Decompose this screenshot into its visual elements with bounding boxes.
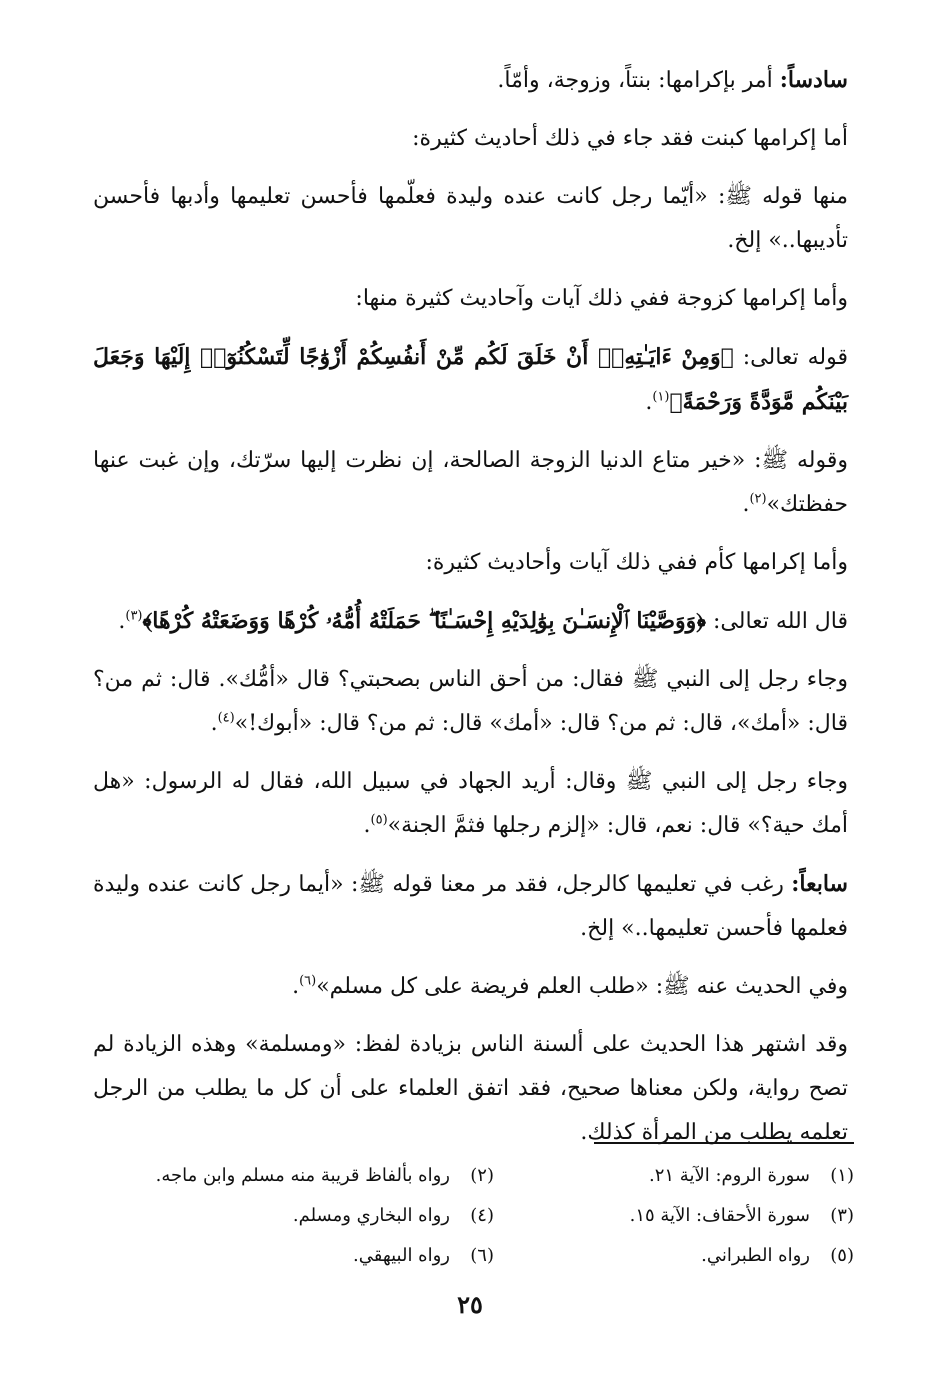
- footnote-number: (٤): [470, 1205, 494, 1226]
- quran-verse: ﴿وَوَصَّيْنَا ٱلْإِنسَـٰنَ بِوَٰلِدَيْهِ إِحْسَـٰنًا ۖ حَمَلَتْهُ أُمُّهُۥ كُرْهًا وَوَضَعَتْهُ كُرْهًا﴾: [142, 608, 707, 634]
- paragraph-tail: .: [645, 390, 653, 415]
- paragraph-hadith-mother: [93, 658, 848, 746]
- footnote-ref: (١): [652, 389, 670, 405]
- paragraph-text: وأما إكرامها كزوجة ففي ذلك آيات وآحاديث كثيرة منها:: [355, 286, 848, 311]
- paragraph-text: أما إكرامها كبنت فقد جاء في ذلك أحاديث كثيرة:: [412, 126, 848, 151]
- footnote-text: سورة الروم: الآية ٢١.: [649, 1165, 810, 1186]
- footnote-text: سورة الأحقاف: الآية ١٥.: [629, 1205, 810, 1226]
- footnote-text: رواه البخاري ومسلم.: [292, 1205, 450, 1226]
- paragraph-text: منها قوله ﷺ: «أيّما رجل كانت عنده وليدة فعلّمها فأحسن تعليمها وأدبها فأحسن تأديبها..» إلخ.: [93, 184, 848, 253]
- paragraph-tail: .: [210, 711, 218, 736]
- paragraph-text: وجاء رجل إلى النبي ﷺ فقال: من أحق الناس بصحبتي؟ قال «أمُّك». قال: ثم من؟ قال: «أمك»، قال: ثم من؟ قال: «أمك» قال: ثم من؟ قال: «أبوك!»: [93, 667, 848, 736]
- paragraph-tail: .: [742, 492, 750, 517]
- footnote-number: (٦): [470, 1245, 494, 1266]
- footnote-text: رواه الطبراني.: [701, 1245, 810, 1266]
- paragraph-sixth: [93, 58, 848, 103]
- paragraph-daughter-intro: [93, 117, 848, 161]
- footnote-ref: (٣): [125, 608, 143, 624]
- footnote-divider: [594, 1142, 854, 1144]
- paragraph-text: أمر بإكرامها: بنتاً، وزوجة، وأمّاً.: [497, 68, 780, 93]
- footnote-row: [94, 1156, 854, 1196]
- paragraph-quran-rum: [93, 335, 848, 425]
- footnote-row: [94, 1196, 854, 1236]
- footnote-text: رواه بألفاظ قريبة منه مسلم وابن ماجه.: [155, 1165, 450, 1186]
- paragraph-tail: .: [363, 813, 371, 838]
- footnote-row: [94, 1236, 854, 1276]
- footnote-2: [94, 1156, 494, 1196]
- footnote-1: [554, 1156, 854, 1196]
- paragraph-hadith-wife: [93, 439, 848, 527]
- paragraph-text: قال الله تعالى:: [706, 609, 848, 634]
- footnote-ref: (٥): [370, 812, 388, 828]
- footnote-6: [94, 1236, 494, 1276]
- paragraph-addition-note: [93, 1023, 848, 1155]
- paragraph-tail: .: [118, 609, 126, 634]
- paragraph-mother-intro: [93, 541, 848, 585]
- footnote-number: (١): [830, 1165, 854, 1186]
- footnote-ref: (٤): [217, 710, 235, 726]
- paragraph-text: رغب في تعليمها كالرجل، فقد مر معنا قوله ﷺ: «أيما رجل كانت عنده وليدة فعلمها فأحسن تعليمها..» إلخ.: [93, 872, 848, 941]
- paragraph-hadith-teaching: [93, 175, 848, 263]
- quran-verse: ﴿وَمِنْ ءَايَـٰتِهِۦٓ أَنْ خَلَقَ لَكُم مِّنْ أَنفُسِكُمْ أَزْوَٰجًا لِّتَسْكُنُوٓا۟ إِلَيْهَا وَجَعَلَ بَيْنَكُم مَّوَدَّةً وَرَحْمَةً﴾: [93, 344, 848, 415]
- page-number: ٢٥: [457, 1290, 483, 1319]
- paragraph-text: وقد اشتهر هذا الحديث على ألسنة الناس بزيادة لفظ: «ومسلمة» وهذه الزيادة لم تصح رواية، ولكن معناها صحيح، فقد اتفق العلماء على أن كل ما يطلب من الرجل تعلمه يطلب من المرأة كذلك.: [93, 1032, 848, 1145]
- footnote-4: [94, 1196, 494, 1236]
- footnote-text: رواه البيهقي.: [352, 1245, 450, 1266]
- footnote-number: (٢): [470, 1165, 494, 1186]
- paragraph-hadith-jihad: [93, 760, 848, 848]
- paragraph-text: وفي الحديث عنه ﷺ: «طلب العلم فريضة على كل مسلم»: [316, 974, 848, 999]
- paragraph-text: وجاء رجل إلى النبي ﷺ وقال: أريد الجهاد في سبيل الله، فقال له الرسول: «هل أمك حية؟» قال: نعم، قال: «إلزم رجلها فثمَّ الجنة»: [93, 769, 848, 838]
- paragraph-text: وقوله ﷺ: «خير متاع الدنيا الزوجة الصالحة، إن نظرت إليها سرّتك، وإن غبت عنها حفظتك»: [93, 448, 848, 517]
- paragraph-seventh: [93, 862, 848, 951]
- footnote-number: (٣): [830, 1205, 854, 1226]
- footnote-3: [554, 1196, 854, 1236]
- paragraph-wife-intro: [93, 277, 848, 321]
- footnote-ref: (٢): [749, 491, 767, 507]
- paragraph-text: وأما إكرامها كأم ففي ذلك آيات وأحاديث كثيرة:: [425, 550, 848, 575]
- footnote-number: (٥): [830, 1245, 854, 1266]
- footnote-ref: (٦): [299, 973, 317, 989]
- paragraph-hadith-knowledge: [93, 965, 848, 1009]
- footnote-5: [554, 1236, 854, 1276]
- footnotes: [94, 1156, 854, 1276]
- paragraph-quran-ahqaf: [93, 599, 848, 644]
- section-heading-sixth: سادساً:: [779, 67, 848, 93]
- paragraph-tail: .: [292, 974, 300, 999]
- main-text: [93, 58, 848, 1169]
- paragraph-text: قوله تعالى:: [733, 345, 848, 370]
- section-heading-seventh: سابعاً:: [791, 871, 848, 897]
